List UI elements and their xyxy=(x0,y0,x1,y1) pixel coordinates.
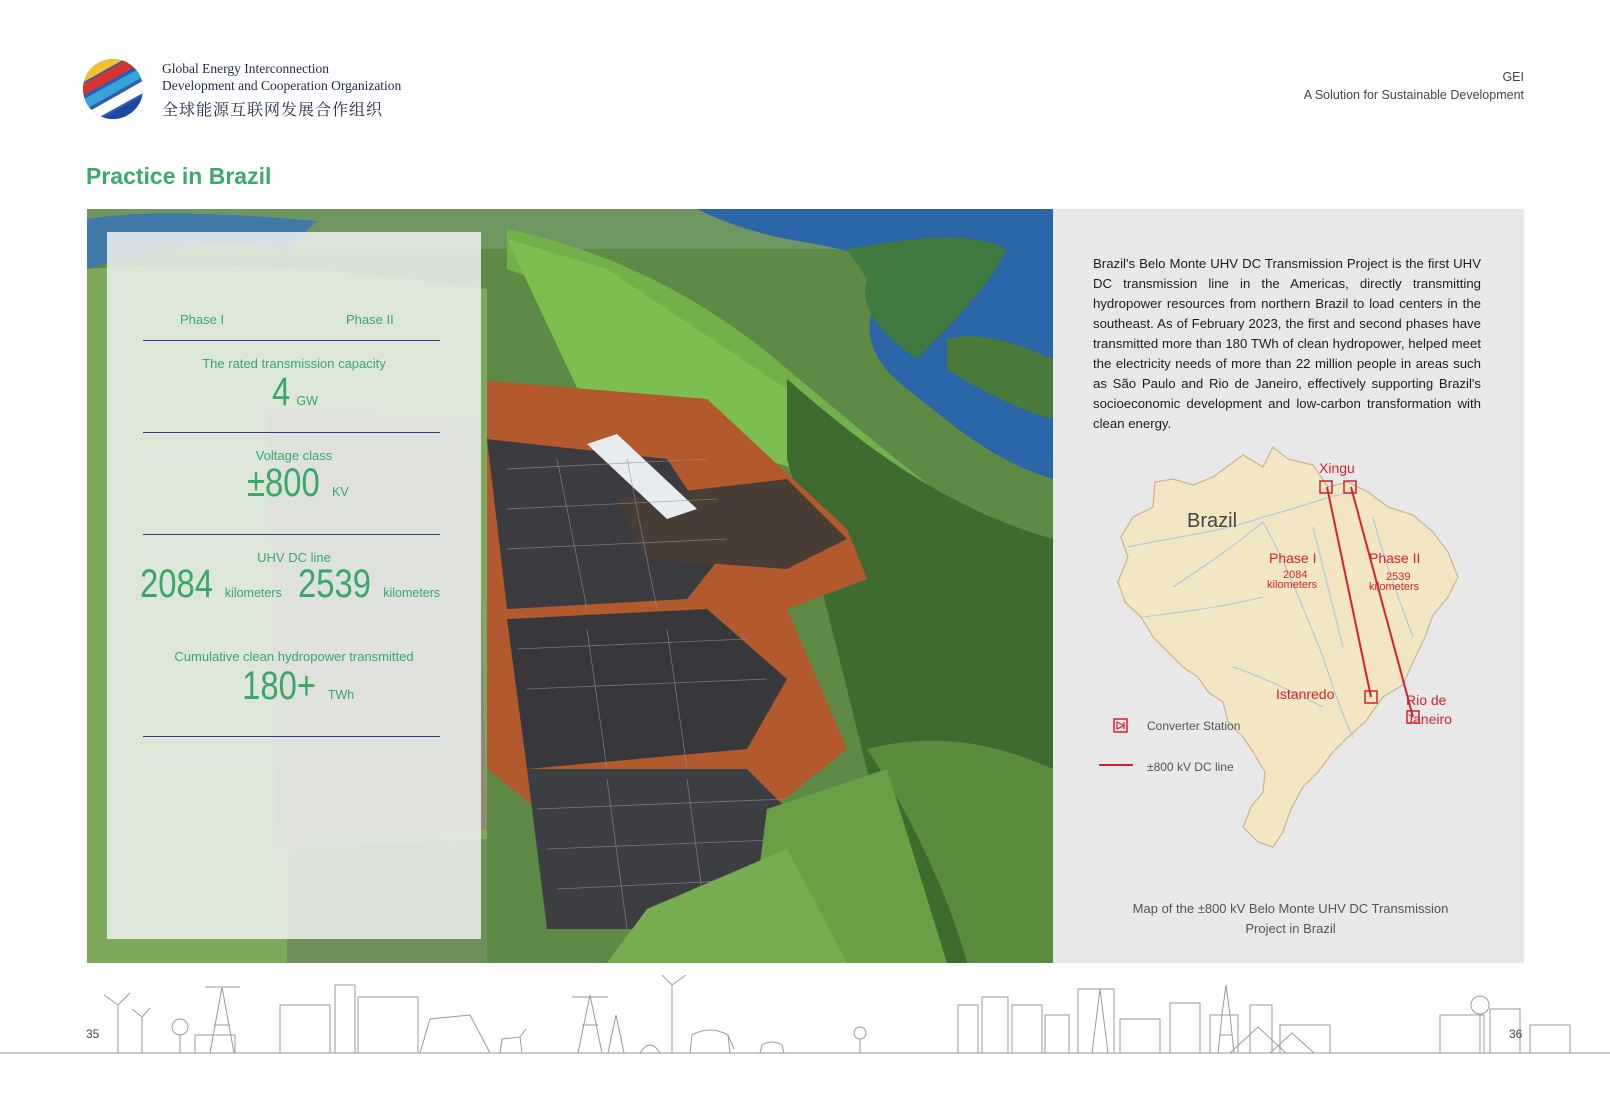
skyline-illustration xyxy=(0,975,1610,1085)
capacity-label: The rated transmission capacity xyxy=(202,356,386,371)
cumulative-value: 180+ xyxy=(241,664,316,708)
cumulative-unit: TWh xyxy=(327,688,355,702)
capacity-unit: GW xyxy=(296,394,318,408)
line1-value: 2084 xyxy=(139,562,213,606)
map-label-istanredo: Istanredo xyxy=(1276,686,1335,702)
stats-phase2: Phase II xyxy=(346,312,394,327)
map-caption-line2: Project in Brazil xyxy=(1245,921,1336,936)
org-name xyxy=(162,60,401,120)
page-number-right: 36 xyxy=(1509,1027,1523,1041)
voltage-stat xyxy=(107,461,481,506)
header-subtitle: A Solution for Sustainable Development xyxy=(1303,88,1524,102)
voltage-value: ±800 xyxy=(247,461,321,505)
cumulative-label: Cumulative clean hydropower transmitted xyxy=(174,649,414,664)
capacity-value: 4 xyxy=(272,370,291,414)
brazil-map xyxy=(1113,437,1503,857)
map-caption xyxy=(1093,899,1488,939)
info-panel xyxy=(1053,209,1524,963)
header-gei: GEI xyxy=(1502,70,1524,84)
map-phase1-length: 2084 xyxy=(1283,569,1308,581)
map-label-rio-2: Janeiro xyxy=(1406,711,1452,727)
voltage-label: Voltage class xyxy=(255,448,333,463)
org-name-en-2: Development and Cooperation Organization xyxy=(162,78,402,93)
converter-station-icon xyxy=(1113,718,1129,734)
line-stat xyxy=(99,562,473,607)
org-name-en-1: Global Energy Interconnection xyxy=(162,61,329,76)
divider xyxy=(143,534,440,535)
page-number-left: 35 xyxy=(86,1027,100,1041)
map-caption-line1: Map of the ±800 kV Belo Monte UHV DC Transmission xyxy=(1132,901,1449,916)
map-phase2-unit: kilometers xyxy=(1369,581,1420,593)
line2-value: 2539 xyxy=(298,562,372,606)
legend-dc-line: ±800 kV DC line xyxy=(1147,760,1234,774)
stats-phase1: Phase I xyxy=(180,312,225,327)
cumulative-stat xyxy=(107,664,481,709)
map-phase2-length: 2539 xyxy=(1386,571,1411,583)
header-tagline xyxy=(1304,68,1524,104)
map-label-phase1: Phase I xyxy=(1269,550,1317,566)
page-title: Practice in Brazil xyxy=(86,163,272,189)
line-label: UHV DC line xyxy=(257,550,331,565)
line2-unit: kilometers xyxy=(383,586,441,600)
map-label-xingu: Xingu xyxy=(1319,460,1355,476)
divider xyxy=(143,736,440,737)
project-description: Brazil's Belo Monte UHV DC Transmission Project is the first UHV DC transmission line in the Americas, directly transmitting hydropower resources from northern Brazil to load centers in the southeast. As of February 2023, the first and second phases have transmitted more than 180 TWh of clean hydropower, helped meet the electricity needs of more than 22 million people in areas such as São Paulo and Rio de Janeiro, effectively supporting Brazil's socioeconomic development and low-carbon transformation with clean energy. xyxy=(1093,256,1481,431)
map-phase1-unit: kilometers xyxy=(1267,579,1318,591)
dc-line-legend-icon xyxy=(1099,763,1135,767)
capacity-stat xyxy=(107,370,481,415)
map-label-phase2: Phase II xyxy=(1369,550,1421,566)
map-label-country: Brazil xyxy=(1187,510,1238,532)
divider xyxy=(143,340,440,341)
map-label-rio-1: Rio de xyxy=(1406,692,1447,708)
voltage-unit: KV xyxy=(332,485,349,499)
legend-converter: Converter Station xyxy=(1147,719,1241,733)
stats-panel xyxy=(107,232,481,939)
line1-unit: kilometers xyxy=(224,586,282,600)
divider xyxy=(143,432,440,433)
org-name-cn: 全球能源互联网发展合作组织 xyxy=(162,100,384,119)
gei-logo xyxy=(82,58,144,120)
